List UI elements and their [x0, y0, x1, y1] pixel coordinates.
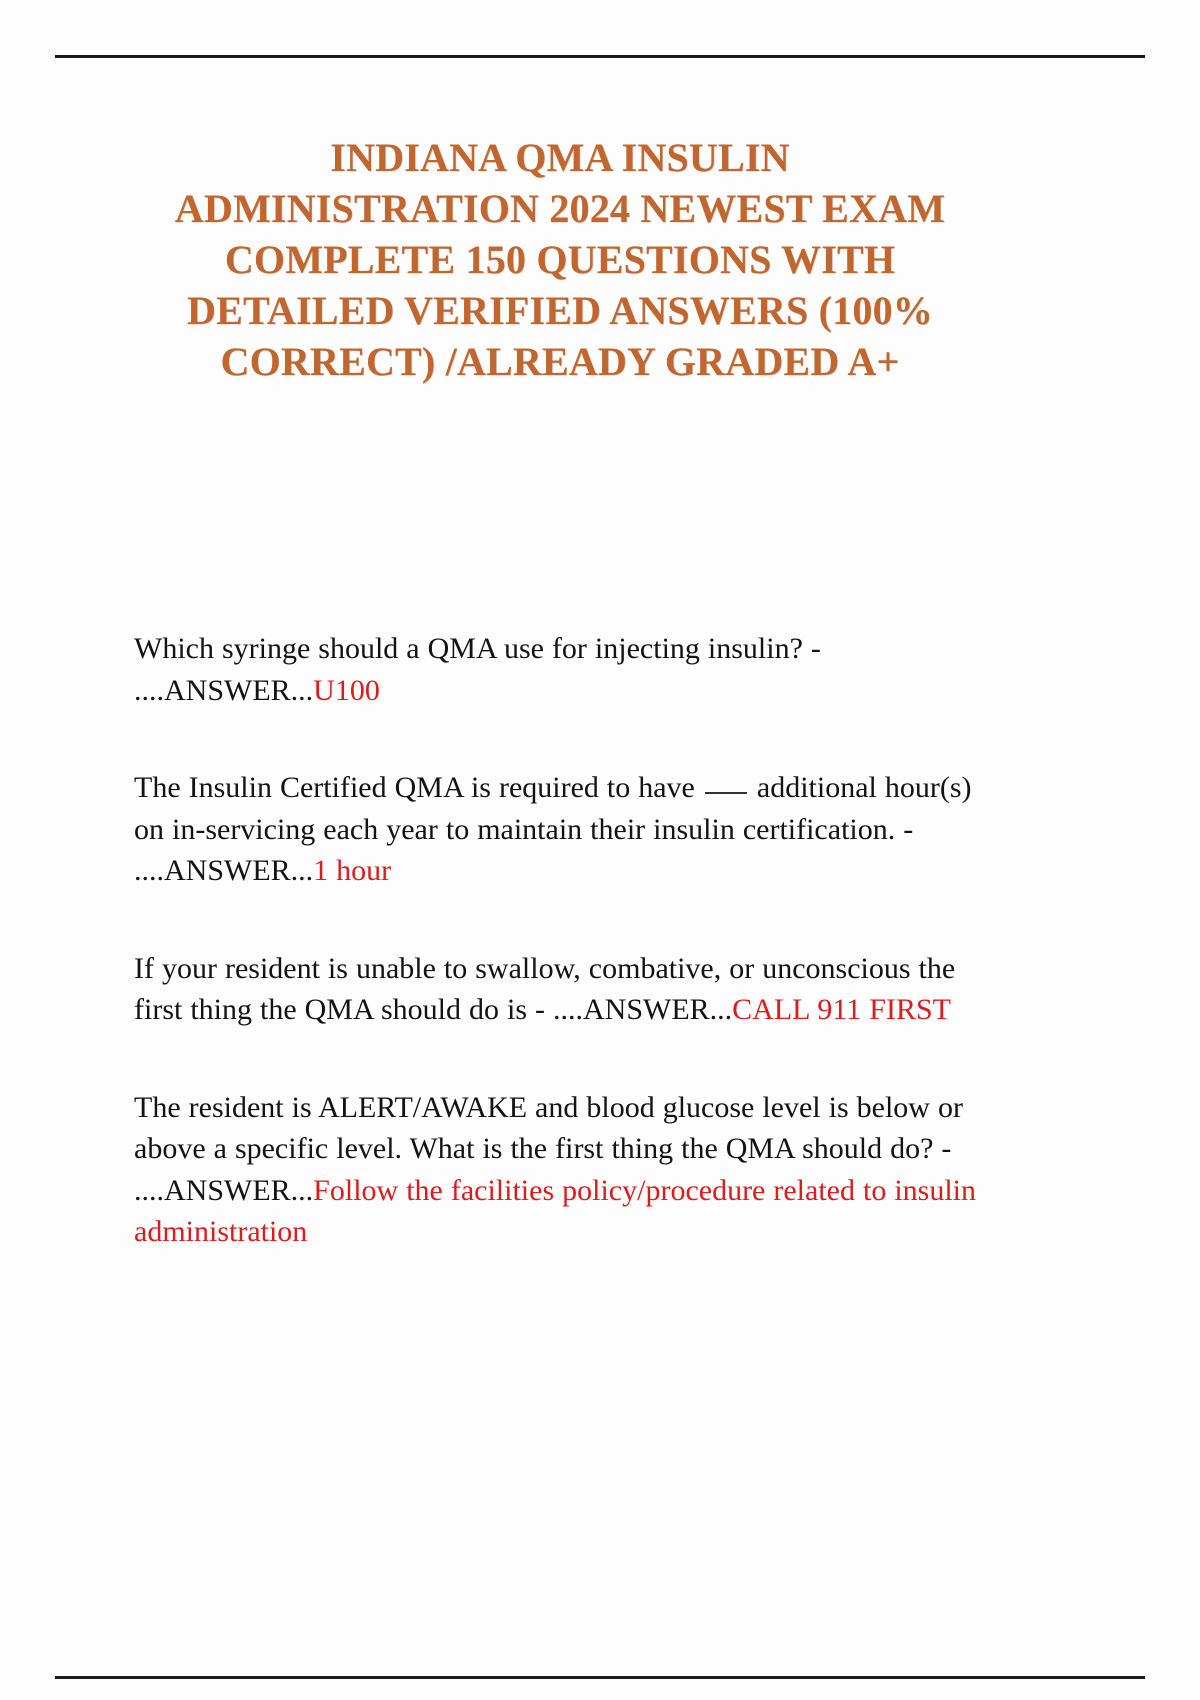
page-title	[150, 132, 970, 387]
question-text-3: If your resident is unable to swallow, combative, or unconscious the first thing the QMA should do is - ....ANSWER...	[134, 951, 956, 1026]
fill-in-blank	[705, 792, 747, 794]
title-line-5: CORRECT) /ALREADY GRADED A+	[220, 339, 900, 384]
qa-content	[134, 628, 1004, 1253]
question-text-1: Which syringe should a QMA use for injecting insulin? - ....ANSWER...	[134, 632, 821, 707]
question-text-2a: The Insulin Certified QMA is required to have	[134, 771, 703, 804]
answer-text-3: CALL 911 FIRST	[732, 993, 951, 1026]
qa-block-2	[134, 767, 1004, 892]
title-line-4: DETAILED VERIFIED ANSWERS (100%	[187, 288, 933, 333]
qa-block-4	[134, 1087, 1004, 1253]
question-text-2b: additional hour(s) on in-servicing each year to maintain their insulin certification. - ....ANSWER...	[134, 771, 972, 887]
title-line-2: ADMINISTRATION 2024 NEWEST EXAM	[174, 186, 946, 231]
answer-text-4: Follow the facilities policy/procedure related to insulin administration	[134, 1173, 976, 1248]
footer-divider-rule	[55, 1676, 1145, 1679]
title-line-3: COMPLETE 150 QUESTIONS WITH	[224, 237, 896, 282]
title-line-1: INDIANA QMA INSULIN	[330, 135, 790, 180]
answer-text-2: 1 hour	[313, 854, 392, 887]
header-divider-rule	[55, 55, 1145, 58]
qa-block-3	[134, 948, 1004, 1031]
qa-block-1	[134, 628, 1004, 711]
answer-text-1: U100	[313, 673, 380, 707]
question-text-4: The resident is ALERT/AWAKE and blood glucose level is below or above a specific level. What is the first thing the QMA should do? - ....ANSWER...	[134, 1090, 963, 1207]
